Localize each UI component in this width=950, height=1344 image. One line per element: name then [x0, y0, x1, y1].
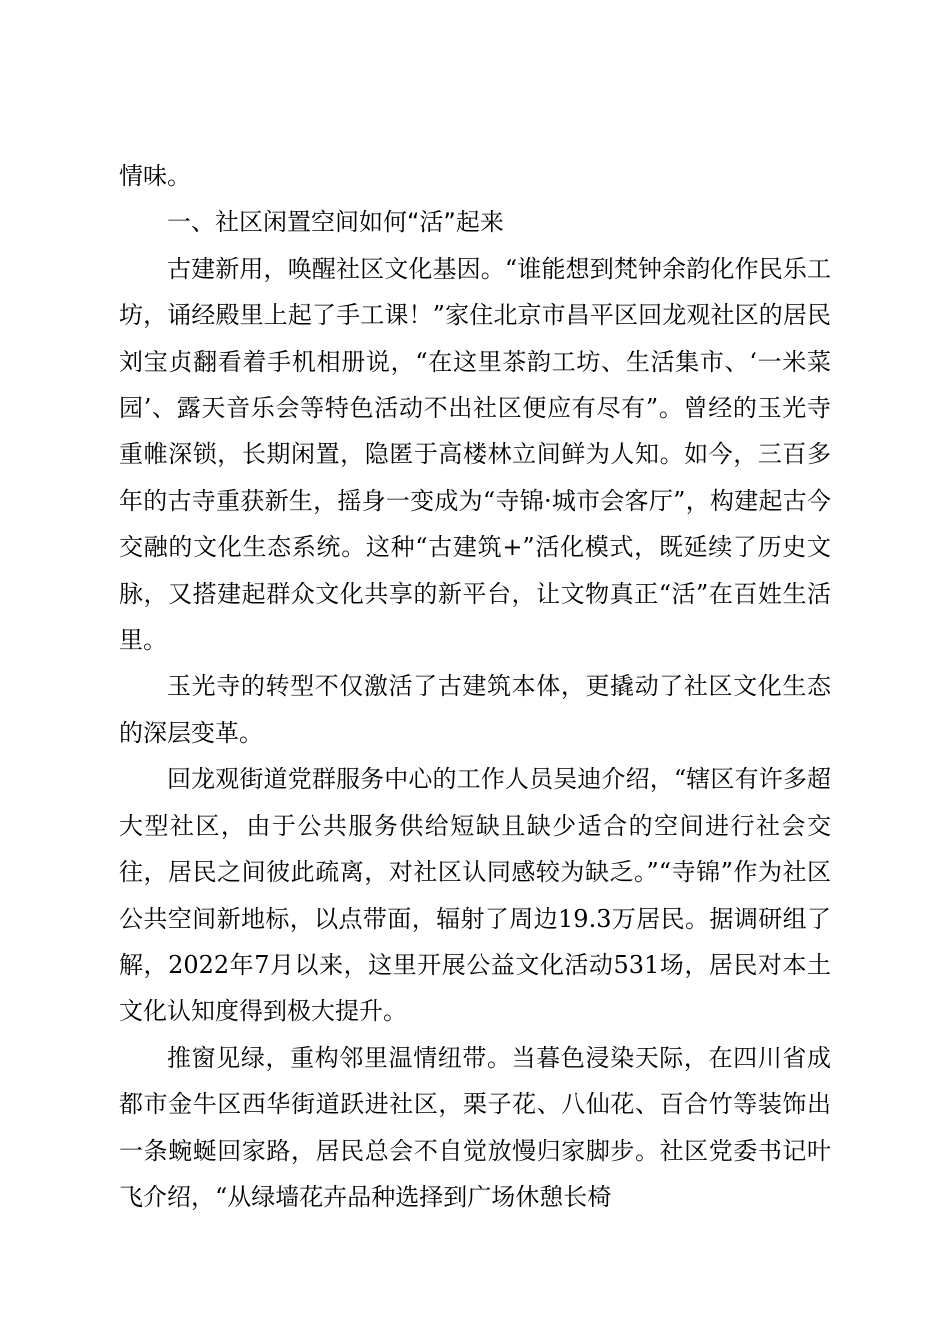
paragraph-continuation: 情味。: [119, 162, 191, 190]
paragraph: 古建新用，唤醒社区文化基因。“谁能想到梵钟余韵化作民乐工坊，诵经殿里上起了手工课！”家住北京市昌平区回龙观社区的居民刘宝贞翻看着手机相册说，“在这里茶韵工坊、生活集市、‘一米菜园’、露天音乐会等特色活动不出社区便应有尽有”。曾经的玉光寺重帷深锁，长期闲置，隐匿于高楼林立间鲜为人知。如今，三百多年的古寺重获新生，摇身一变成为“寺锦·城市会客厅”，构建起古今交融的文化生态系统。这种“古建筑+”活化模式，既延续了历史文脉，又搭建起群众文化共享的新平台，让文物真正“活”在百姓生活里。: [119, 254, 831, 655]
paragraph: 玉光寺的转型不仅激活了古建筑本体，更撬动了社区文化生态的深层变革。: [119, 672, 831, 747]
section-heading: 一、社区闲置空间如何“活”起来: [167, 208, 504, 237]
article-body: [119, 153, 831, 1220]
paragraph: 推窗见绿，重构邻里温情纽带。当暮色浸染天际，在四川省成都市金牛区西华街道跃进社区，栗子花、八仙花、百合竹等装饰出一条蜿蜒回家路，居民总会不自觉放慢归家脚步。社区党委书记叶飞介绍，“从绿墙花卉品种选择到广场休憩长椅: [119, 1043, 831, 1211]
paragraph: 回龙观街道党群服务中心的工作人员吴迪介绍，“辖区有许多超大型社区，由于公共服务供给短缺且缺少适合的空间进行社会交往，居民之间彼此疏离，对社区认同感较为缺乏。”“寺锦”作为社区公共空间新地标，以点带面，辐射了周边19.3万居民。据调研组了解，2022年7月以来，这里开展公益文化活动531场，居民对本土文化认知度得到极大提升。: [119, 765, 831, 1026]
